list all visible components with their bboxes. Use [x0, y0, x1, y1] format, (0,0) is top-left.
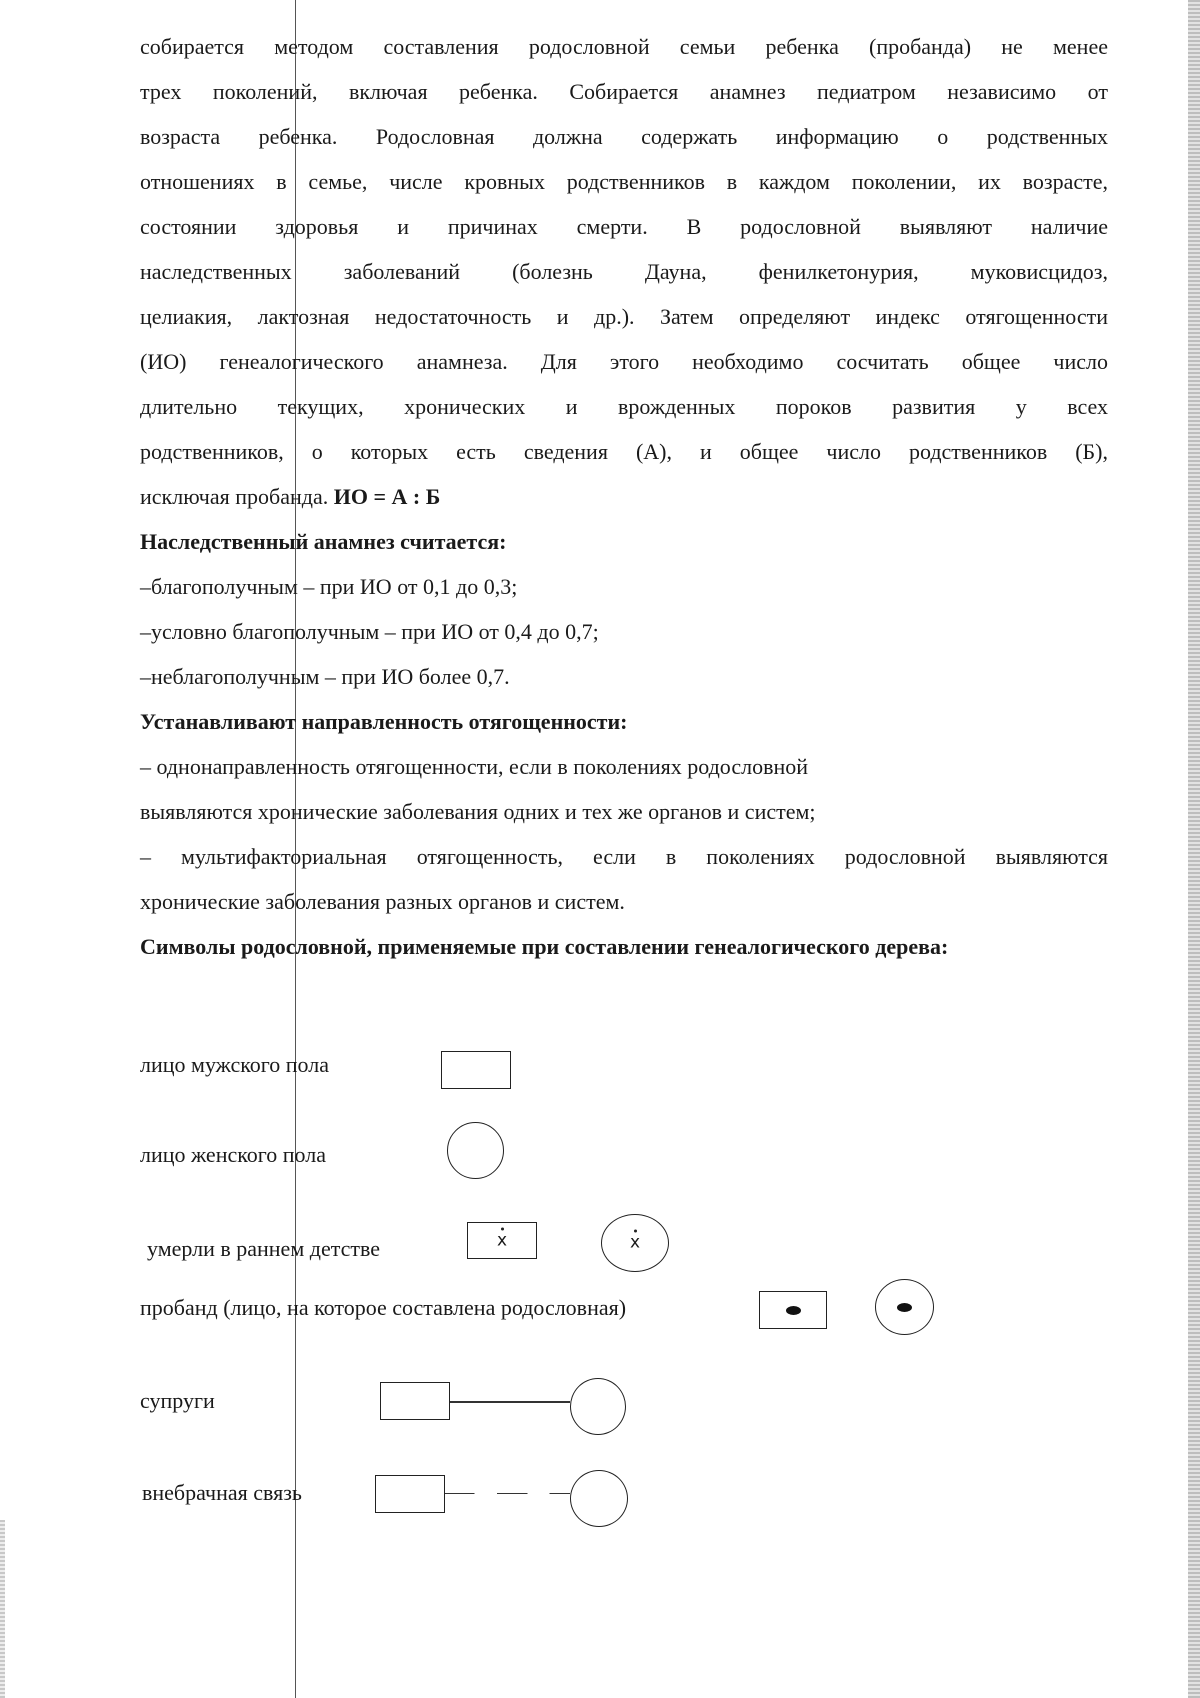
paragraph-anamnesis-method [140, 24, 1108, 519]
proband-male-square-icon [759, 1291, 827, 1329]
heading-anamnesis: Наследственный анамнез считается: [140, 529, 507, 554]
legend-label-extramarital: внебрачная связь [142, 1480, 302, 1505]
proband-dot-icon [786, 1306, 801, 1315]
deceased-female-circle-icon [601, 1214, 669, 1272]
legend-label-female: лицо женского пола [140, 1142, 327, 1167]
legend-label-proband: пробанд (лицо, на которое составлена родословная) [140, 1295, 627, 1320]
spouse-male-square-icon [380, 1382, 450, 1420]
paragraph-line: трех поколений, включая ребенка. Собирается анамнез педиатром независимо от [140, 79, 1108, 104]
anamnesis-item: –условно благополучным – при ИО от 0,4 до 0,7; [140, 619, 599, 644]
paragraph-last-text: исключая пробанда. [140, 484, 329, 509]
heading-direction: Устанавливают направленность отягощенности: [140, 709, 628, 734]
anamnesis-item: –неблагополучным – при ИО более 0,7. [140, 664, 510, 689]
direction-item: – однонаправленность отягощенности, если в поколениях родословной [140, 754, 809, 779]
paragraph-line: длительно текущих, хронических и врожденных пороков развития у всех [140, 394, 1108, 419]
paragraph-line: родственников, о которых есть сведения (А), и общее число родственников (Б), [140, 439, 1108, 464]
paragraph-line: отношениях в семье, числе кровных родственников в каждом поколении, их возрасте, [140, 169, 1108, 194]
legend-label-died-early: умерли в раннем детстве [147, 1236, 380, 1261]
legend-label-male: лицо мужского пола [140, 1052, 329, 1077]
paragraph-line: состоянии здоровья и причинах смерти. В родословной выявляют наличие [140, 214, 1108, 239]
direction-item: хронические заболевания разных органов и систем. [140, 889, 625, 914]
proband-female-circle-icon [875, 1279, 934, 1335]
proband-dot-icon [897, 1303, 912, 1312]
paragraph-line-last [140, 474, 1108, 519]
deceased-cross-icon: x [602, 1235, 668, 1252]
paragraph-line: целиакия, лактозная недостаточность и др.). Затем определяют индекс отягощенности [140, 304, 1108, 329]
marriage-line [450, 1401, 570, 1403]
female-circle-icon [447, 1122, 504, 1179]
heading-symbols: Символы родословной, применяемые при составлении генеалогического дерева: [140, 934, 949, 959]
spouse-female-circle-icon [570, 1378, 626, 1435]
document-body [140, 24, 1108, 969]
deceased-male-square-icon [467, 1222, 537, 1259]
legend-label-spouses: супруги [140, 1388, 215, 1413]
scan-edge-right [1188, 0, 1200, 1698]
direction-item: – мультифакториальная отягощенность, если в поколениях родословной выявляются [140, 844, 1108, 869]
anamnesis-item: –благополучным – при ИО от 0,1 до 0,3; [140, 574, 518, 599]
male-square-icon [441, 1051, 511, 1089]
burden-index-formula: ИО = А : Б [333, 484, 441, 509]
paragraph-line: наследственных заболеваний (болезнь Дауна, фенилкетонурия, муковисцидоз, [140, 259, 1108, 284]
paragraph-line: возраста ребенка. Родословная должна содержать информацию о родственных [140, 124, 1108, 149]
direction-item: выявляются хронические заболевания одних и тех же органов и систем; [140, 799, 816, 824]
scan-edge-left [0, 1520, 5, 1698]
deceased-cross-icon: x [468, 1232, 536, 1249]
extramarital-male-square-icon [375, 1475, 445, 1513]
paragraph-line: (ИО) генеалогического анамнеза. Для этого необходимо сосчитать общее число [140, 349, 1108, 374]
paragraph-line: собирается методом составления родословной семьи ребенка (пробанда) не менее [140, 34, 1108, 59]
extramarital-female-circle-icon [570, 1470, 628, 1527]
extramarital-dashed-line [445, 1493, 570, 1494]
